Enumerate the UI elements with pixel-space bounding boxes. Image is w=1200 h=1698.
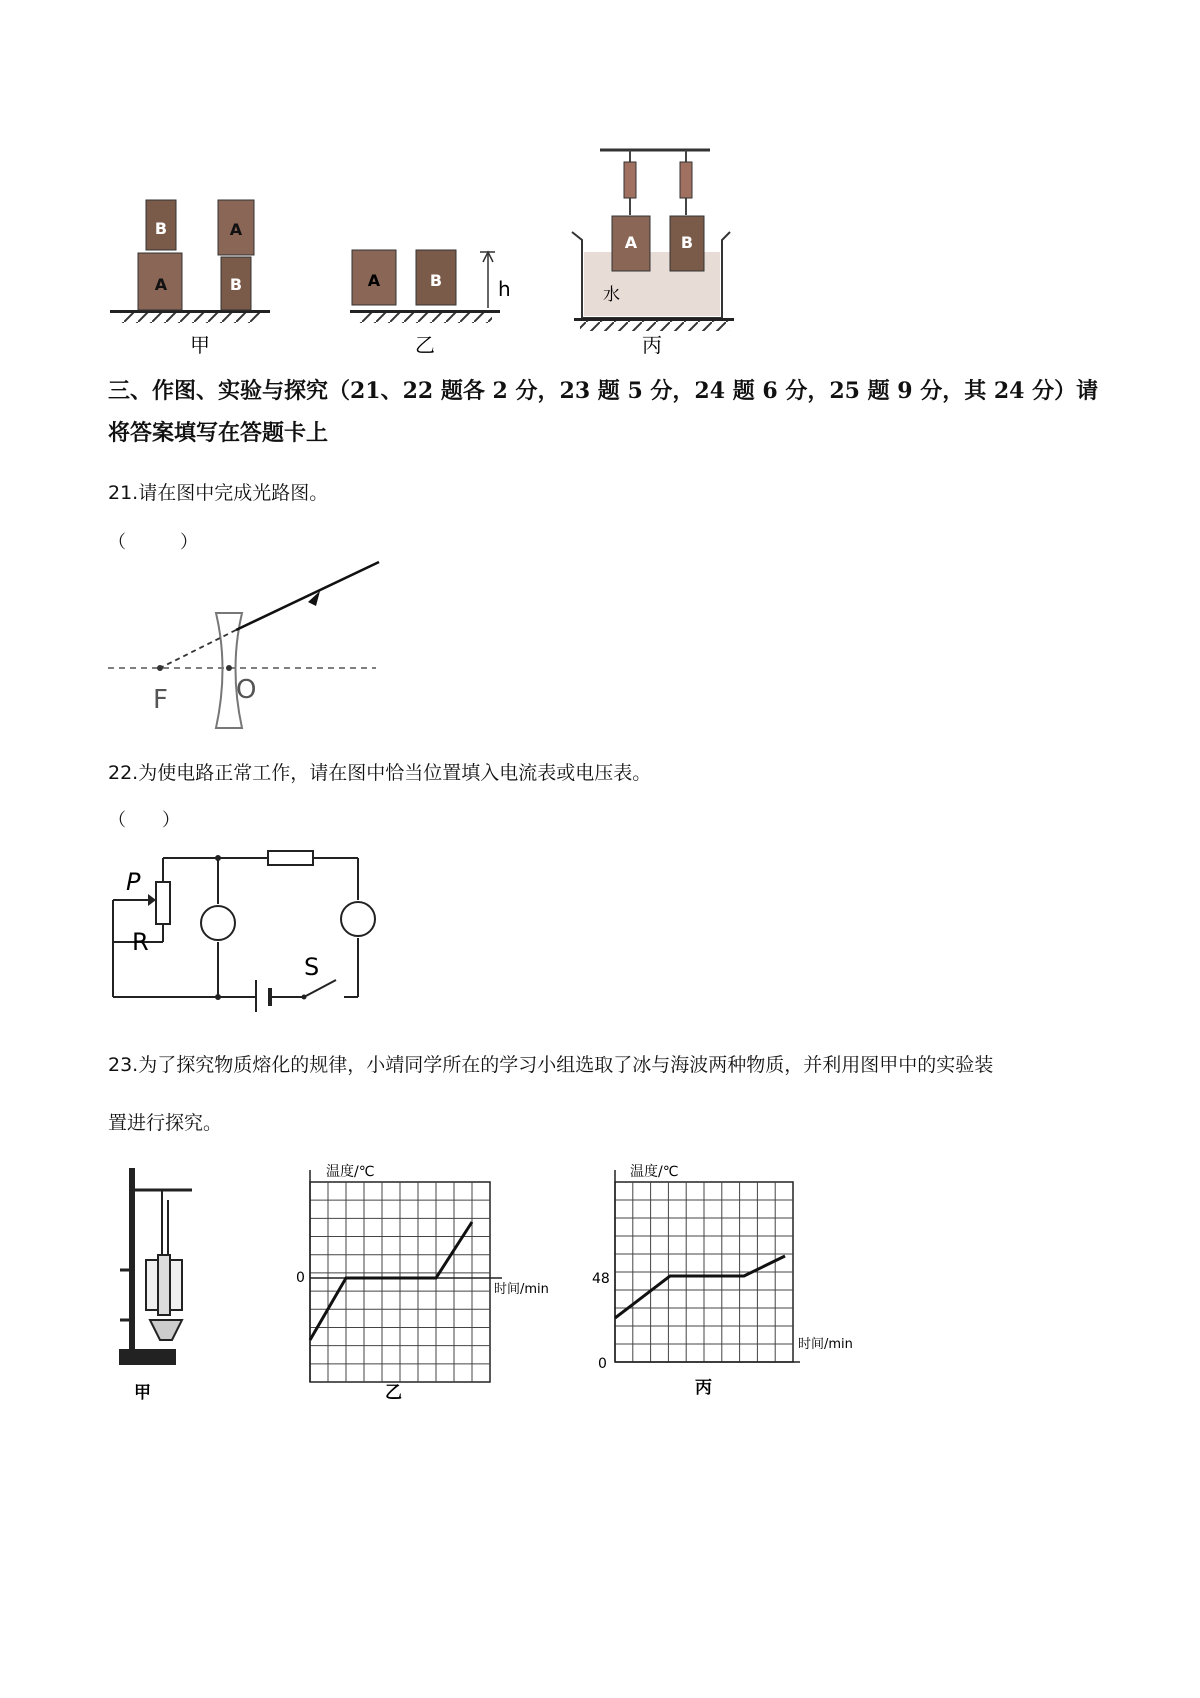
focus-point bbox=[157, 665, 163, 671]
center-label: O bbox=[236, 675, 257, 705]
question-23-line2: 置进行探究。 bbox=[108, 1112, 223, 1134]
label-b: B bbox=[154, 219, 168, 238]
time-axis-label-yi: 时间/min bbox=[494, 1282, 549, 1297]
label-a: A bbox=[367, 271, 381, 290]
water-label: 水 bbox=[603, 285, 620, 305]
section-heading bbox=[108, 370, 1108, 454]
caption-yi: 乙 bbox=[415, 333, 435, 357]
caption-yi: 乙 bbox=[385, 1383, 402, 1403]
temp-axis-label-yi: 温度/℃ bbox=[326, 1164, 375, 1180]
zero-label-yi: 0 bbox=[296, 1270, 305, 1286]
figure-bing bbox=[572, 150, 734, 357]
caption-bing: 丙 bbox=[695, 1378, 712, 1398]
melting-curve-hypo bbox=[615, 1256, 785, 1318]
switch-label: S bbox=[304, 953, 320, 981]
section-heading-line1: 三、作图、实验与探究（21、22 题各 2 分，23 题 5 分，24 题 6 分，25 题 9 分，其 24 分）请 bbox=[108, 378, 1099, 404]
rheostat-label: R bbox=[132, 928, 149, 956]
extension-line bbox=[160, 630, 236, 668]
chart-bing bbox=[592, 1163, 853, 1398]
zero-label-bing: 0 bbox=[598, 1356, 607, 1372]
temp-axis-label-bing: 温度/℃ bbox=[630, 1164, 679, 1180]
figure-jia bbox=[110, 200, 270, 357]
focus-label: F bbox=[153, 685, 168, 715]
meter-slot-middle bbox=[201, 906, 235, 940]
switch-blade bbox=[304, 980, 336, 997]
label-b: B bbox=[229, 275, 243, 294]
caption-bing: 丙 bbox=[642, 333, 662, 357]
ground-yi bbox=[350, 310, 500, 313]
section-heading-line2: 将答案填写在答题卡上 bbox=[108, 420, 329, 446]
question-21: 21.请在图中完成光路图。 bbox=[108, 482, 329, 504]
question-23 bbox=[108, 1036, 1108, 1152]
value-48-label: 48 bbox=[592, 1271, 610, 1287]
caption-jia: 甲 bbox=[134, 1383, 151, 1403]
answer-blank-21: （ ） bbox=[108, 532, 198, 553]
incident-ray bbox=[236, 562, 379, 630]
answer-blank-22: （ ） bbox=[108, 810, 180, 831]
label-b: B bbox=[429, 271, 443, 290]
label-b: B bbox=[680, 233, 694, 252]
apparatus-jia bbox=[120, 1168, 192, 1364]
time-axis-label-bing: 时间/min bbox=[798, 1337, 853, 1352]
label-a: A bbox=[229, 220, 243, 239]
question-22: 22.为使电路正常工作，请在图中恰当位置填入电流表或电压表。 bbox=[108, 762, 652, 784]
label-a: A bbox=[624, 233, 638, 252]
chart-yi bbox=[296, 1163, 549, 1403]
figure-23 bbox=[110, 1160, 870, 1410]
question-23-line1: 23.为了探究物质熔化的规律，小靖同学所在的学习小组选取了冰与海波两种物质，并利用图甲中的实验装 bbox=[108, 1054, 994, 1076]
figure-20-blocks bbox=[110, 140, 750, 365]
resistor bbox=[268, 851, 313, 865]
figure-21-optics bbox=[108, 558, 398, 738]
figure-22-circuit bbox=[108, 842, 398, 1012]
slider-label: P bbox=[126, 868, 141, 896]
burner-base bbox=[120, 1350, 175, 1364]
meter-slot-right bbox=[341, 902, 375, 936]
label-a: A bbox=[154, 275, 168, 294]
height-label: h bbox=[498, 277, 511, 301]
figure-yi bbox=[350, 250, 511, 357]
caption-jia: 甲 bbox=[190, 333, 210, 357]
melting-curve-ice bbox=[310, 1222, 472, 1340]
rheostat bbox=[156, 882, 170, 924]
